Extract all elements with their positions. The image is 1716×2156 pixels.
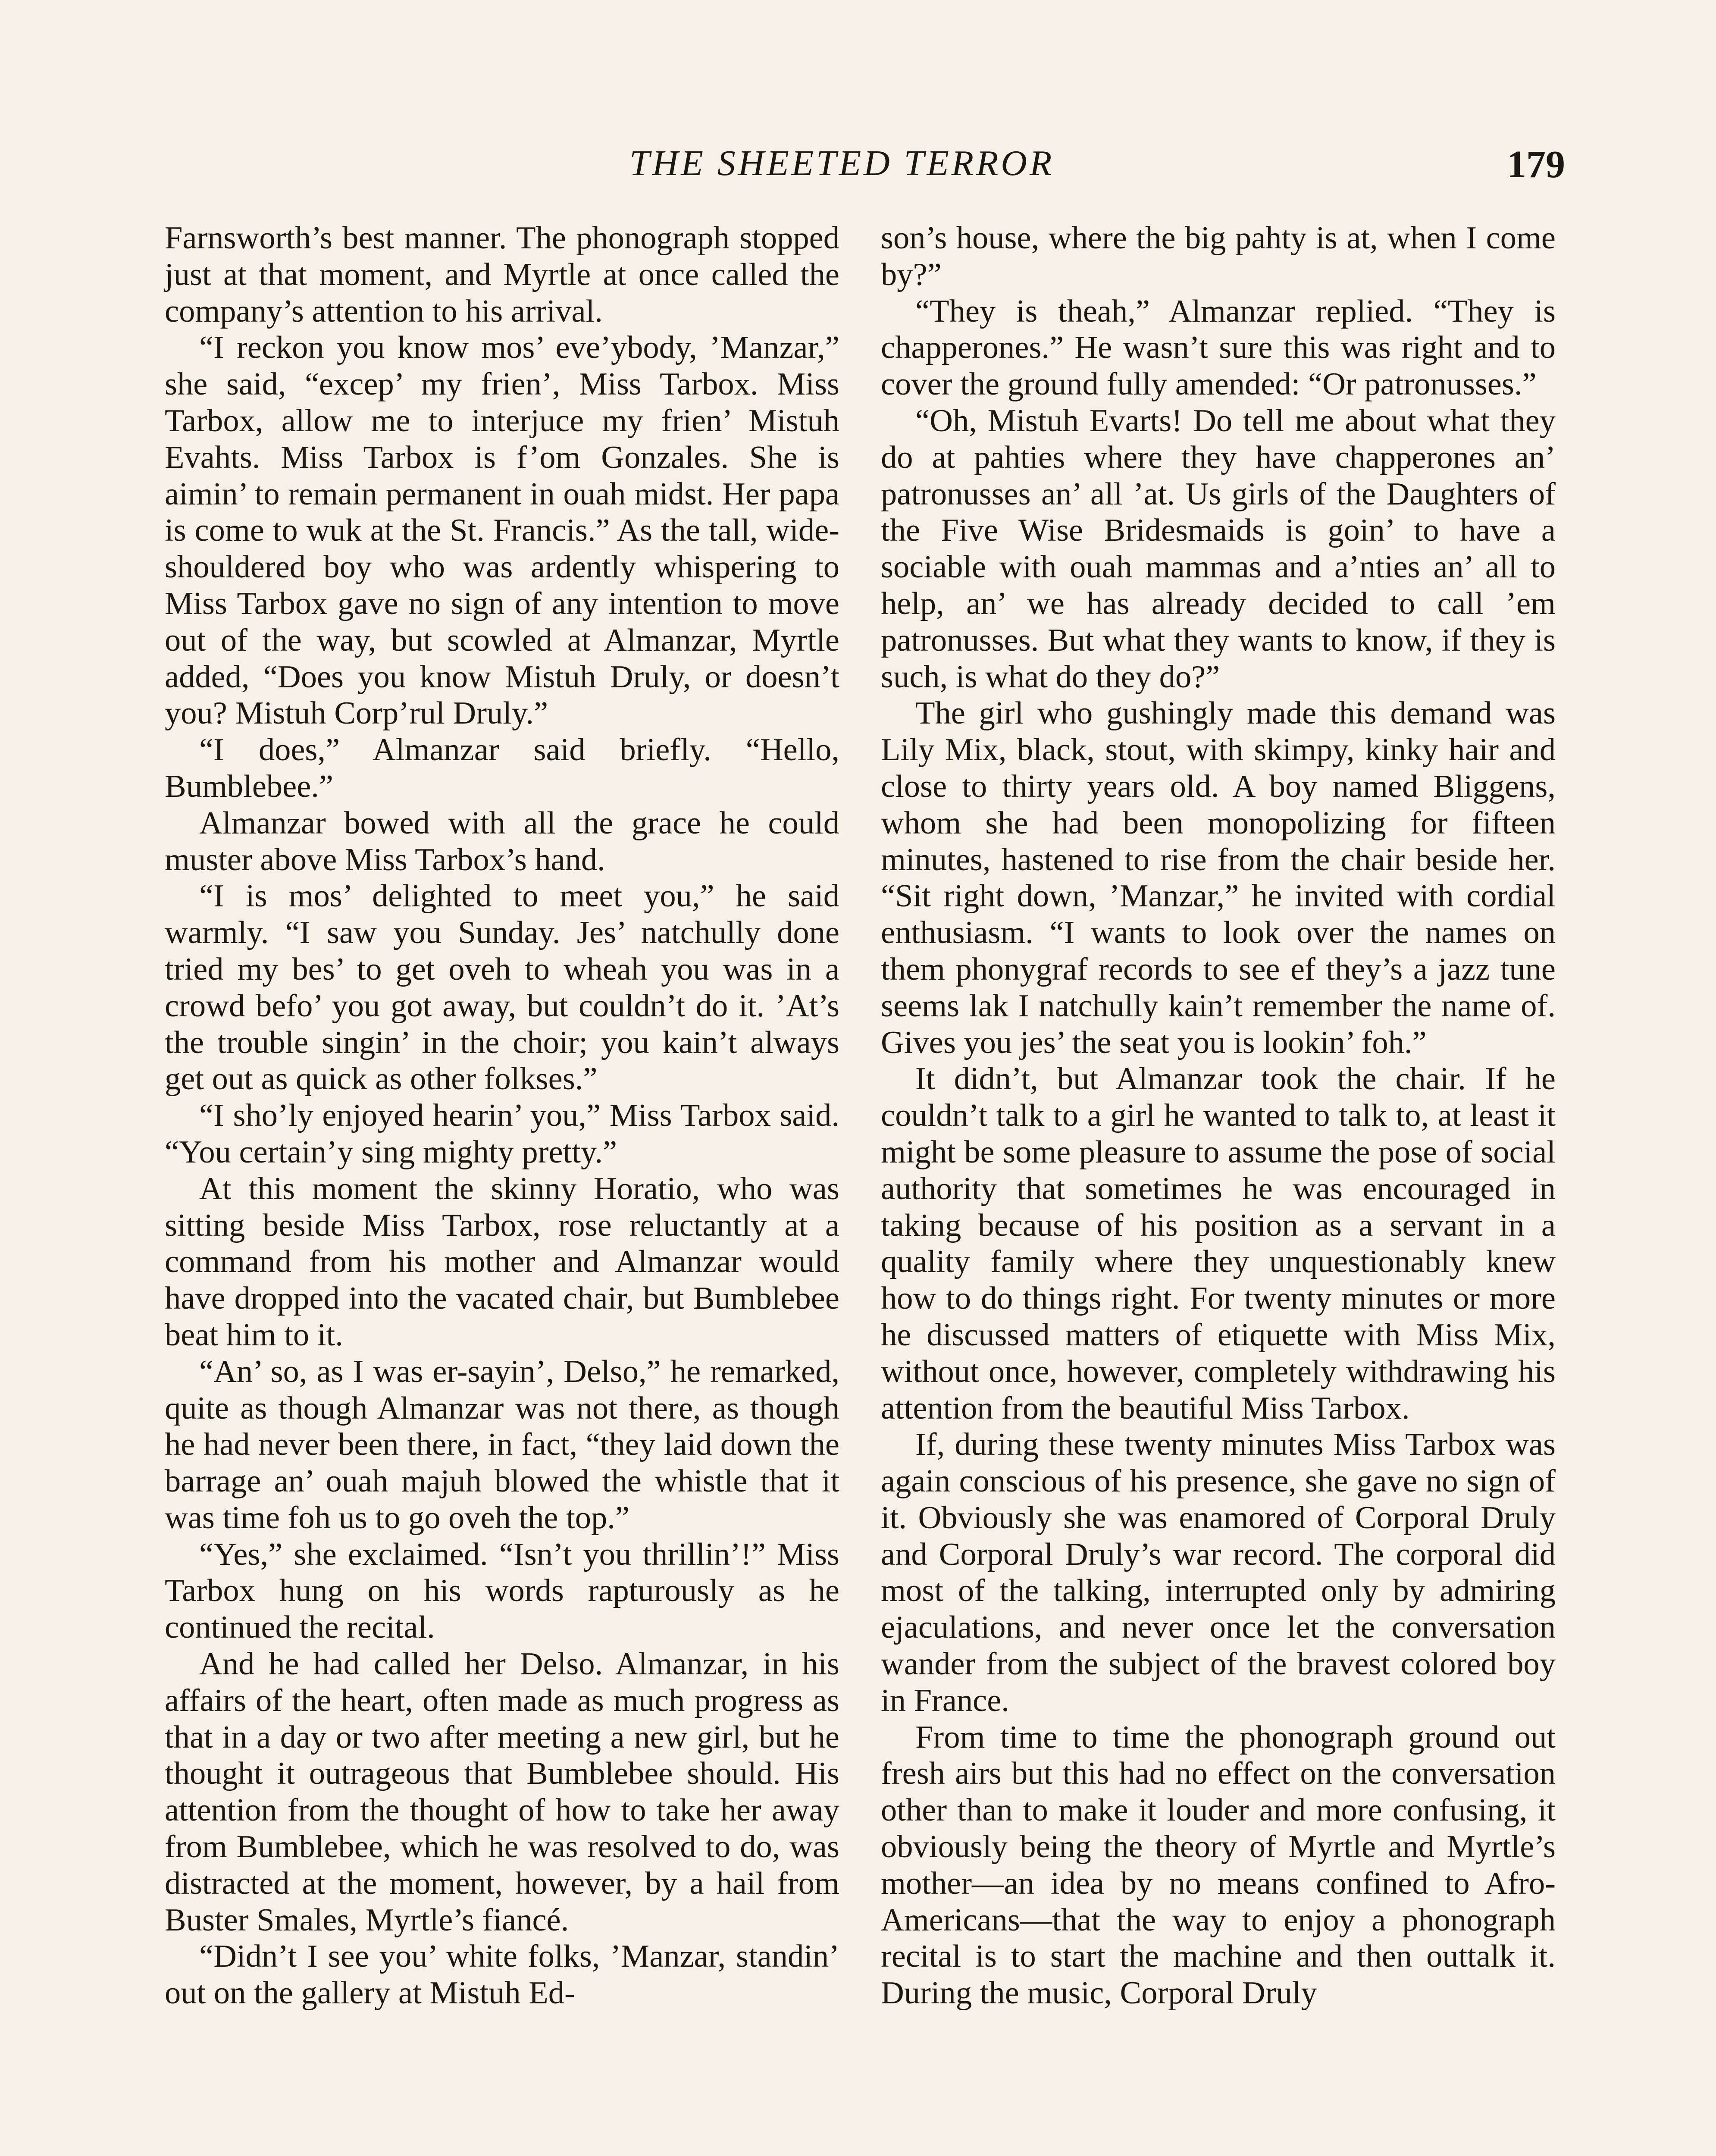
paragraph: From time to time the phonograph ground out fresh airs but this had no effect on the conversation other than to make it louder and more confusing, it obviously being the theory of Myrtle and Myrtle’s mother—an idea by no means confined to Afro-Americans—that the way to enjoy a phonograph recital is to start the machine and then outtalk it. During the music, Corporal Druly: [881, 1719, 1556, 2011]
paragraph: “An’ so, as I was er-sayin’, Delso,” he remarked, quite as though Almanzar was not there, as though he had never been there, in fact, “they laid down the barrage an’ ouah majuh blowed the whistle that it was time foh us to go oveh the top.”: [165, 1354, 839, 1536]
paragraph: If, during these twenty minutes Miss Tarbox was again conscious of his presence, she gave no sign of it. Obviously she was enamored of Corporal Druly and Corporal Druly’s war record. The corporal did most of the talking, interrupted only by admiring ejaculations, and never once let the conversation wander from the subject of the bravest colored boy in France.: [881, 1427, 1556, 1718]
paragraph: Almanzar bowed with all the grace he could muster above Miss Tarbox’s hand.: [165, 805, 839, 877]
page-header: [595, 142, 1565, 194]
paragraph: “Didn’t I see you’ white folks, ’Manzar, standin’ out on the gallery at Mistuh Ed-: [165, 1939, 839, 2011]
running-head: THE SHEETED TERROR: [629, 143, 1055, 183]
paragraph: At this moment the skinny Horatio, who was sitting beside Miss Tarbox, rose reluctantly at a command from his mother and Almanzar would have dropped into the vacated chair, but Bumblebee beat him to it.: [165, 1171, 839, 1353]
paragraph: “Yes,” she exclaimed. “Isn’t you thrillin’!” Miss Tarbox hung on his words rapturously as he continued the recital.: [165, 1536, 839, 1645]
paragraph: “Oh, Mistuh Evarts! Do tell me about what they do at pahties where they have chapperones an’ patronusses an’ all ’at. Us girls of the Daughters of the Five Wise Bridesmaids is goin’ to have a sociable with ouah mammas and a’nties an’ all to help, an’ we has already decided to call ’em patronusses. But what they wants to know, if they is such, is what do they do?”: [881, 403, 1556, 695]
paragraph: The girl who gushingly made this demand was Lily Mix, black, stout, with skimpy, kinky hair and close to thirty years old. A boy named Bliggens, whom she had been monopolizing for fifteen minutes, hastened to rise from the chair beside her. “Sit right down, ’Manzar,” he invited with cordial enthusiasm. “I wants to look over the names on them phonygraf records to see ef they’s a jazz tune seems lak I natchully kain’t remember the name of. Gives you jes’ the seat you is lookin’ foh.”: [881, 696, 1556, 1060]
paragraph: “I reckon you know mos’ eve’ybody, ’Manzar,” she said, “excep’ my frien’, Miss Tarbox. Miss Tarbox, allow me to interjuce my frien’ Mistuh Evahts. Miss Tarbox is f’om Gonzales. She is aimin’ to remain permanent in ouah midst. Her papa is come to wuk at the St. Francis.” As the tall, wide-shouldered boy who was ardently whispering to Miss Tarbox gave no sign of any intention to move out of the way, but scowled at Almanzar, Myrtle added, “Does you know Mistuh Druly, or doesn’t you? Mistuh Corp’rul Druly.”: [165, 330, 839, 731]
paragraph: “I sho’ly enjoyed hearin’ you,” Miss Tarbox said. “You certain’y sing mighty pretty.”: [165, 1098, 839, 1170]
paragraph: son’s house, where the big pahty is at, when I come by?”: [881, 220, 1556, 292]
paragraph: Farnsworth’s best manner. The phonograph stopped just at that moment, and Myrtle at once called the company’s attention to his arrival.: [165, 220, 839, 329]
paragraph: “I does,” Almanzar said briefly. “Hello, Bumblebee.”: [165, 732, 839, 804]
paragraph: And he had called her Delso. Almanzar, in his affairs of the heart, often made as much progress as that in a day or two after meeting a new girl, but he thought it outrageous that Bumblebee should. His attention from the thought of how to take her away from Bumblebee, which he was resolved to do, was distracted at the moment, however, by a hail from Buster Smales, Myrtle’s fiancé.: [165, 1646, 839, 1938]
page-number: 179: [1507, 143, 1565, 186]
right-column: [881, 220, 1556, 2012]
paragraph: “They is theah,” Almanzar replied. “They is chapperones.” He wasn’t sure this was right and to cover the ground fully amended: “Or patronusses.”: [881, 293, 1556, 402]
paragraph: It didn’t, but Almanzar took the chair. If he couldn’t talk to a girl he wanted to talk to, at least it might be some pleasure to assume the pose of social authority that sometimes he was encouraged in taking because of his position as a servant in a quality family where they unquestionably knew how to do things right. For twenty minutes or more he discussed matters of etiquette with Miss Mix, without once, however, completely withdrawing his attention from the beautiful Miss Tarbox.: [881, 1061, 1556, 1426]
left-column: [165, 220, 839, 2012]
paragraph: “I is mos’ delighted to meet you,” he said warmly. “I saw you Sunday. Jes’ natchully done tried my bes’ to get oveh to wheah you was in a crowd befo’ you got away, but couldn’t do it. ’At’s the trouble singin’ in the choir; you kain’t always get out as quick as other folkses.”: [165, 878, 839, 1097]
